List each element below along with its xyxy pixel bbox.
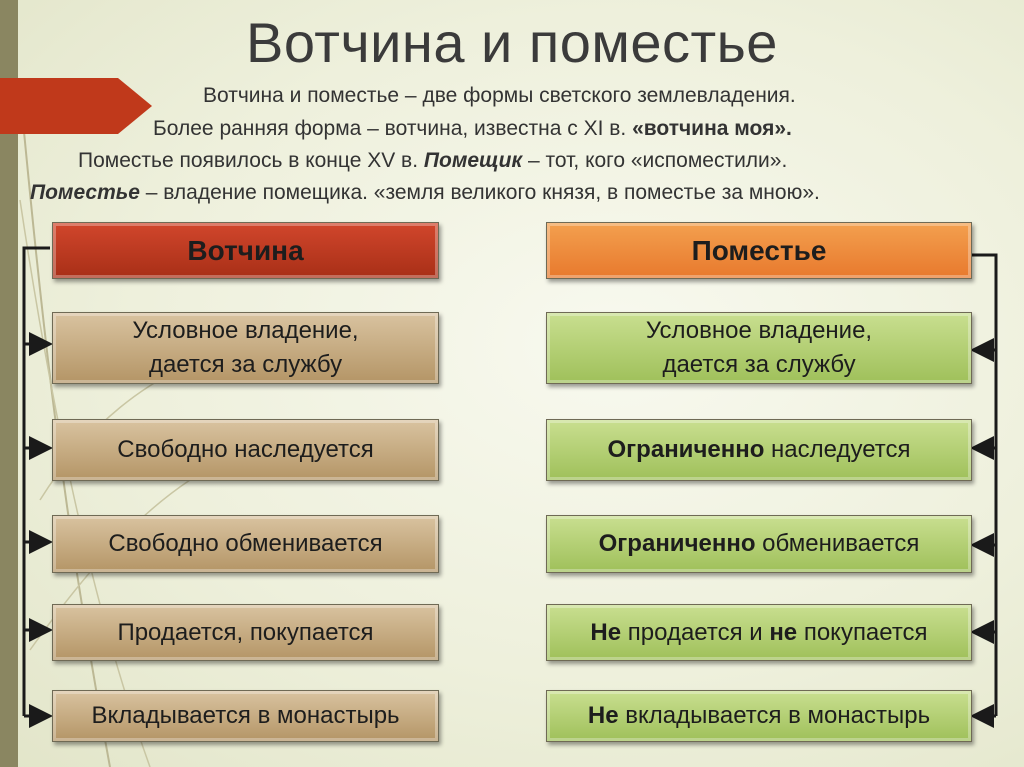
pomestye-item-5-text (588, 699, 930, 733)
pomestye-item-3-emphasis: Ограниченно (598, 530, 756, 557)
intro-line-4-rest: – владение помещика. «земля великого князя, в поместье за мною». (139, 181, 820, 204)
pomestye-item-2 (546, 419, 972, 481)
pomestye-item-1-text (646, 314, 872, 382)
pomestye-item-4-rest: покупается (797, 618, 928, 646)
votchina-header-label: Вотчина (187, 234, 304, 266)
pomestye-item-4-mid: продается и (621, 618, 770, 646)
votchina-item-1-line2: дается за службу (148, 351, 343, 378)
pomestye-item-2-emphasis: Ограниченно (607, 436, 765, 463)
intro-term-pomestye: Поместье (30, 181, 140, 204)
intro-line-3-rest: – тот, кого «испоместили». (522, 149, 788, 172)
votchina-item-1-line1: Условное владение, (132, 317, 359, 344)
intro-term-pomeshchik: Помещик (423, 149, 523, 172)
intro-quote-votchina: «вотчина моя». (632, 117, 792, 140)
pomestye-item-1 (546, 312, 972, 384)
pomestye-item-5-emphasis: Не (587, 702, 619, 729)
pomestye-header-label: Поместье (691, 234, 827, 266)
pomestye-item-2-text (608, 433, 911, 467)
intro-line-1-text: Вотчина и поместье – две формы светского землевладения. (203, 84, 796, 107)
pomestye-item-4 (546, 604, 972, 661)
votchina-item-4 (52, 604, 439, 661)
votchina-item-3 (52, 515, 439, 573)
intro-line-2-text: Более ранняя форма – вотчина, известна с XI в. (153, 117, 633, 140)
pomestye-item-4-emphasis-2: не (769, 618, 798, 646)
right-bracket (971, 255, 996, 716)
pomestye-item-2-rest: наследуется (764, 436, 911, 463)
pomestye-item-3 (546, 515, 972, 573)
pomestye-item-3-text (599, 527, 920, 561)
pomestye-item-4-text (590, 616, 927, 650)
votchina-item-5-text: Вкладывается в монастырь (91, 702, 400, 729)
votchina-item-1 (52, 312, 439, 384)
intro-line-3-text: Поместье появилось в конце XV в. (78, 149, 424, 172)
pomestye-item-3-rest: обменивается (755, 530, 920, 557)
pomestye-item-1-line1: Условное владение, (645, 317, 873, 344)
slide-title: Вотчина и поместье (246, 11, 778, 74)
votchina-header (52, 222, 439, 279)
votchina-item-2 (52, 419, 439, 481)
votchina-item-3-text: Свободно обменивается (108, 530, 383, 557)
left-bracket (24, 248, 50, 716)
votchina-item-5 (52, 690, 439, 742)
pomestye-item-4-emphasis: Не (590, 618, 622, 646)
pomestye-item-5-rest: вкладывается в монастырь (618, 702, 931, 729)
pomestye-item-5 (546, 690, 972, 742)
votchina-item-2-text: Свободно наследуется (117, 436, 374, 463)
pomestye-item-1-line2: дается за службу (662, 351, 856, 378)
votchina-item-1-text (132, 314, 358, 382)
pomestye-header (546, 222, 972, 279)
votchina-item-4-text: Продается, покупается (117, 618, 374, 646)
